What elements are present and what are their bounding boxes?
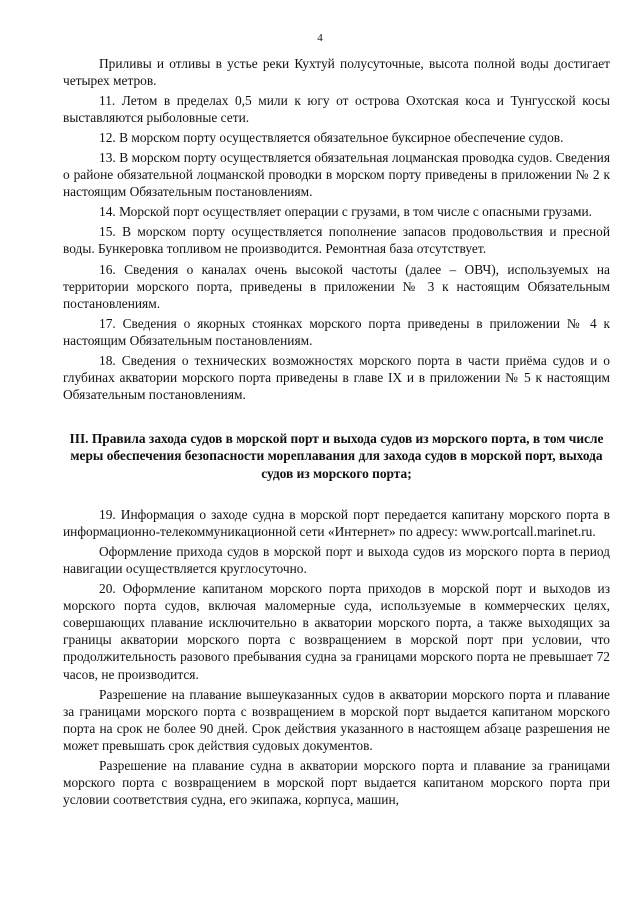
document-body [63,55,610,808]
paragraph: 17. Сведения о якорных стоянках морского порта приведены в приложении № 4 к настоящим Обязательным постановлениям. [63,315,610,348]
paragraph: 18. Сведения о технических возможностях морского порта в части приёма судов и о глубинах акватории морского порта приведены в главе IX и в приложении № 5 к настоящим Обязательным постановлениям. [63,352,610,402]
page-number: 4 [317,32,323,44]
paragraph: Приливы и отливы в устье реки Кухтуй полусуточные, высота полной воды достигает четырех метров. [63,56,610,89]
paragraph: Разрешение на плавание вышеуказанных судов в акватории морского порта и плавание за границами морского порта с возвращением в морской порт выдается капитаном морского порта на срок не более 90 дней. Срок действия указанного в настоящем абзаце разрешения не может превышать срок действия судовых документов. [63,686,610,753]
paragraph: 19. Информация о заходе судна в морской порт передается капитану морского порта в информационно-телекоммуникационной сети «Интернет» по адресу: www.portcall.marinet.ru. [63,507,610,540]
paragraph: 13. В морском порту осуществляется обязательная лоцманская проводка судов. Сведения о районе обязательной лоцманской проводки в морском порту приведены в приложении № 2 к настоящим Обязательным постановлениям. [63,150,610,200]
paragraph: 16. Сведения о каналах очень высокой частоты (далее – ОВЧ), используемых на территории морского порта, приведены в приложении № 3 к настоящим Обязательным постановлениям. [63,261,610,311]
paragraph: Оформление прихода судов в морской порт и выхода судов из морского порта в период навигации осуществляется круглосуточно. [63,544,610,577]
paragraph: 20. Оформление капитаном морского порта приходов в морской порт и выходов из морского порта судов, включая маломерные суда, используемые в коммерческих целях, совершающих плавание исключительно в акватории морского порта, а также выходящих за границы акватории морского порта с возвращением в морской порт при условии, что продолжительность разового пребывания судна за границами морского порта не превышает 72 часов, не производится. [63,581,610,682]
paragraph: Разрешение на плавание судна в акватории морского порта и плавание за границами морского порта с возвращением в морской порт выдается капитаном морского порта при условии соответствия судна, его экипажа, корпуса, машин, [63,757,610,807]
paragraph: 14. Морской порт осуществляет операции с грузами, в том числе с опасными грузами. [99,204,593,220]
paragraph: 11. Летом в пределах 0,5 мили к югу от острова Охотская коса и Тунгусской косы выставляются рыболовные сети. [63,93,610,126]
paragraph: 15. В морском порту осуществляется пополнение запасов продовольствия и пресной воды. Бункеровка топливом не производится. Ремонтная база отсутствует. [63,224,610,257]
section-heading: III. Правила захода судов в морской порт и выхода судов из морского порта, в том числе меры обеспечения безопасности мореплавания для захода судов в морской порт, выхода судов из морского порта; [69,430,604,481]
paragraph: 12. В морском порту осуществляется обязательное буксирное обеспечение судов. [99,130,564,146]
